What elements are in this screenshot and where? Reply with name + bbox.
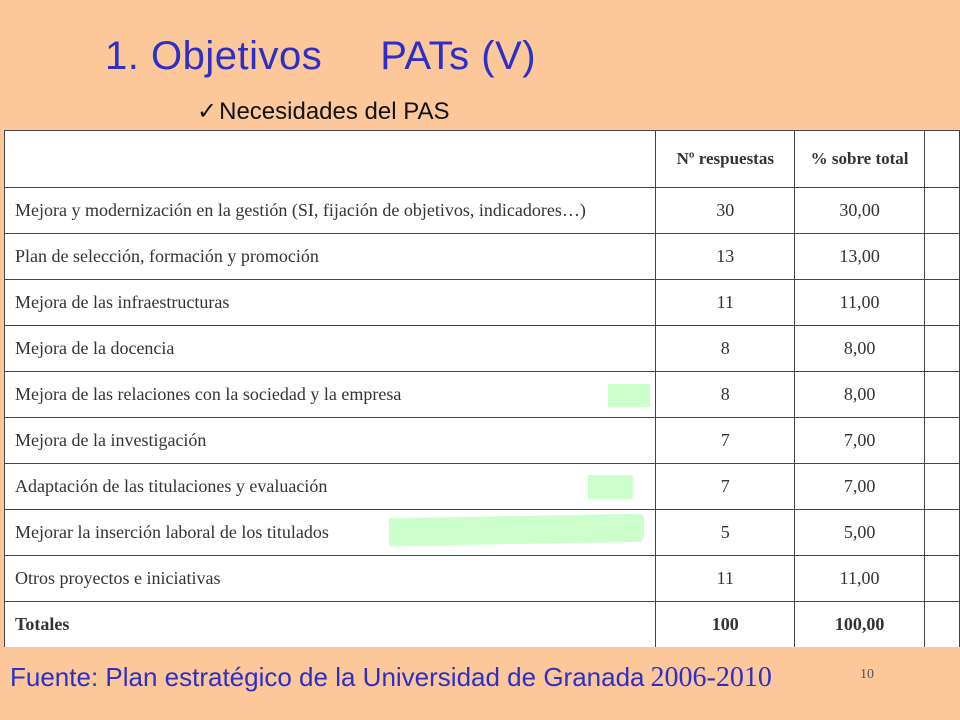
header-percent: % sobre total (795, 131, 925, 188)
row-label: Mejora y modernización en la gestión (SI, fijación de objetivos, indicadores…) (5, 188, 656, 234)
source-text: Fuente: Plan estratégico de la Universidad de Granada (10, 662, 645, 692)
row-label: Mejora de las relaciones con la sociedad y la empresa (15, 384, 402, 404)
row-extra (925, 464, 960, 510)
title-part-2: PATs (V) (380, 34, 537, 78)
table-row (5, 326, 960, 372)
checkmark-icon: ✓ (197, 98, 218, 125)
needs-table (4, 130, 960, 647)
total-responses: 100 (656, 602, 795, 648)
row-label: Mejora de las infraestructuras (5, 280, 656, 326)
header-responses: Nº respuestas (656, 131, 795, 188)
row-percent: 8,00 (795, 326, 925, 372)
source-footer (10, 662, 772, 694)
row-responses: 7 (656, 464, 795, 510)
row-extra (925, 188, 960, 234)
table-row (5, 234, 960, 280)
table-container (4, 130, 960, 647)
highlight-mark (608, 384, 650, 407)
row-label: Mejora de la investigación (5, 418, 656, 464)
row-responses: 8 (656, 326, 795, 372)
table-row (5, 188, 960, 234)
row-percent: 8,00 (795, 372, 925, 418)
row-percent: 5,00 (795, 510, 925, 556)
subtitle (197, 97, 449, 126)
total-percent: 100,00 (795, 602, 925, 648)
row-label: Plan de selección, formación y promoción (5, 234, 656, 280)
header-extra (925, 131, 960, 188)
highlight-mark (588, 475, 633, 499)
row-label-cell (5, 372, 656, 418)
row-percent: 11,00 (795, 280, 925, 326)
total-extra (925, 602, 960, 648)
table-row (5, 556, 960, 602)
table-row (5, 372, 960, 418)
row-percent: 11,00 (795, 556, 925, 602)
total-label: Totales (5, 602, 656, 648)
slide-title (105, 34, 536, 79)
row-label: Adaptación de las titulaciones y evaluación (15, 476, 328, 496)
row-label: Otros proyectos e iniciativas (5, 556, 656, 602)
row-responses: 7 (656, 418, 795, 464)
page-number: 10 (860, 667, 874, 682)
subtitle-text: Necesidades del PAS (219, 98, 450, 125)
row-extra (925, 234, 960, 280)
row-extra (925, 326, 960, 372)
source-years: 2006-2010 (650, 662, 772, 693)
table-header-row (5, 131, 960, 188)
table-row (5, 464, 960, 510)
row-responses: 5 (656, 510, 795, 556)
table-total-row (5, 602, 960, 648)
row-label: Mejorar la inserción laboral de los titulados (15, 522, 329, 542)
row-extra (925, 418, 960, 464)
row-responses: 30 (656, 188, 795, 234)
row-extra (925, 510, 960, 556)
table-row (5, 418, 960, 464)
row-extra (925, 556, 960, 602)
row-label-cell (5, 464, 656, 510)
row-responses: 8 (656, 372, 795, 418)
row-extra (925, 372, 960, 418)
row-label: Mejora de la docencia (5, 326, 656, 372)
table-row (5, 280, 960, 326)
row-extra (925, 280, 960, 326)
row-responses: 13 (656, 234, 795, 280)
header-label (5, 131, 656, 188)
table-row (5, 510, 960, 556)
row-percent: 7,00 (795, 464, 925, 510)
highlight-mark (389, 514, 644, 546)
row-responses: 11 (656, 280, 795, 326)
row-percent: 30,00 (795, 188, 925, 234)
row-responses: 11 (656, 556, 795, 602)
row-label-cell (5, 510, 656, 556)
row-percent: 13,00 (795, 234, 925, 280)
title-part-1: 1. Objetivos (105, 34, 323, 78)
row-percent: 7,00 (795, 418, 925, 464)
